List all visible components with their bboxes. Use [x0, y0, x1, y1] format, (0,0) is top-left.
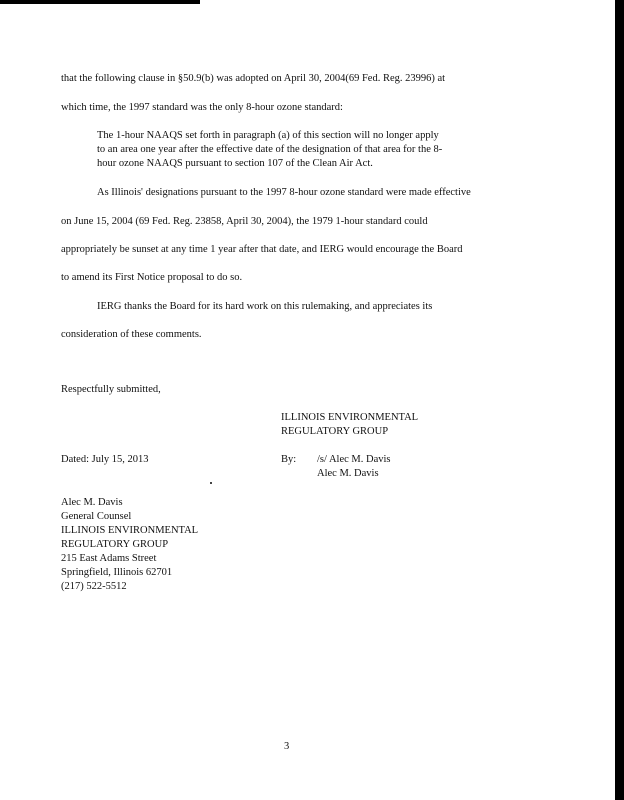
- address-name: Alec M. Davis: [61, 497, 123, 508]
- quote-line-1: The 1-hour NAAQS set forth in paragraph (a) of this section will no longer apply: [97, 130, 439, 141]
- body-line-6: to amend its First Notice proposal to do so.: [61, 272, 243, 283]
- quote-line-3: hour ozone NAAQS pursuant to section 107 of the Clean Air Act.: [97, 158, 373, 169]
- address-title: General Counsel: [61, 511, 132, 522]
- body-line-3: As Illinois' designations pursuant to the 1997 8-hour ozone standard were made effective: [97, 187, 471, 198]
- address-city: Springfield, Illinois 62701: [61, 567, 173, 578]
- address-org-line-2: REGULATORY GROUP: [61, 539, 169, 550]
- body-line-7: IERG thanks the Board for its hard work on this rulemaking, and appreciates its: [97, 301, 433, 312]
- closing: Respectfully submitted,: [61, 384, 161, 395]
- org-name-line-1: ILLINOIS ENVIRONMENTAL: [281, 412, 419, 423]
- scan-edge-top: [0, 0, 200, 4]
- address-org-line-1: ILLINOIS ENVIRONMENTAL: [61, 525, 199, 536]
- body-line-8: consideration of these comments.: [61, 329, 202, 340]
- page-number: 3: [284, 741, 290, 752]
- by-label: By:: [281, 454, 297, 465]
- scan-edge-right: [615, 0, 624, 800]
- address-street: 215 East Adams Street: [61, 553, 157, 564]
- address-phone: (217) 522-5512: [61, 581, 127, 592]
- signature-line: /s/ Alec M. Davis: [317, 454, 391, 465]
- speck-mark: [210, 482, 212, 484]
- dated-line: Dated: July 15, 2013: [61, 454, 149, 465]
- body-line-2: which time, the 1997 standard was the only 8-hour ozone standard:: [61, 102, 343, 113]
- signer-name: Alec M. Davis: [317, 468, 379, 479]
- quote-line-2: to an area one year after the effective date of the designation of that area for the 8-: [97, 144, 443, 155]
- body-line-1: that the following clause in §50.9(b) was adopted on April 30, 2004(69 Fed. Reg. 23996) at: [61, 73, 446, 84]
- body-line-5: appropriately be sunset at any time 1 year after that date, and IERG would encourage the Board: [61, 244, 463, 255]
- org-name-line-2: REGULATORY GROUP: [281, 426, 389, 437]
- body-line-4: on June 15, 2004 (69 Fed. Reg. 23858, April 30, 2004), the 1979 1-hour standard could: [61, 216, 428, 227]
